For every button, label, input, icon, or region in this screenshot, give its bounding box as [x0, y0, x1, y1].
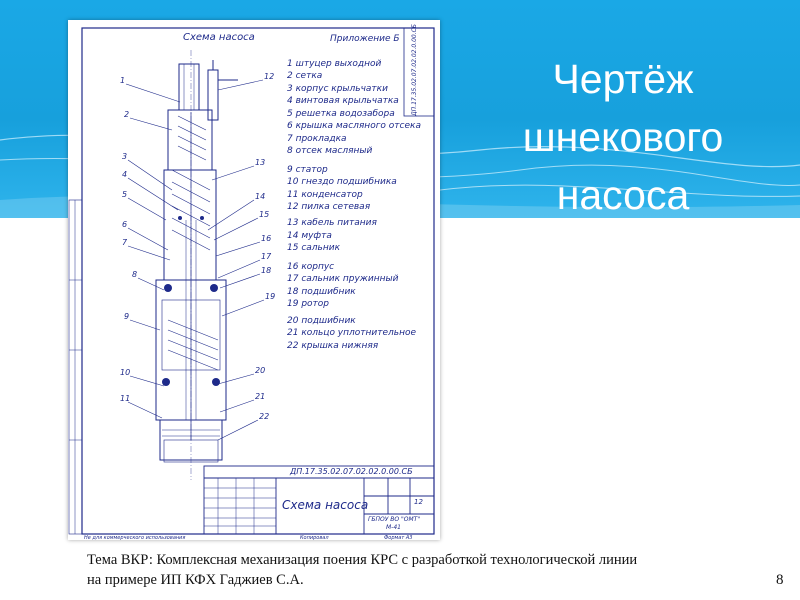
- sheet-title: Схема насоса: [183, 32, 255, 43]
- legend-item: 12 пилка сетевая: [287, 201, 371, 212]
- legend-item: 9 статор: [287, 164, 328, 175]
- callout-right: 12: [264, 72, 275, 81]
- title-line-2: шнекового: [522, 114, 724, 160]
- stamp-copied: Копировал: [300, 535, 329, 541]
- drawing-sheet: [68, 20, 440, 540]
- legend-item: 4 винтовая крыльчатка: [287, 96, 399, 107]
- callout-left: 6: [122, 220, 128, 229]
- callout-left: 7: [122, 238, 128, 247]
- legend-item: 5 решетка водозабора: [287, 108, 395, 119]
- callout-right: 17: [261, 252, 272, 261]
- legend-item: 22 крышка нижняя: [287, 340, 379, 351]
- parts-legend: [287, 58, 437, 352]
- stamp-title: Схема насоса: [282, 498, 369, 512]
- legend-item: 13 кабель питания: [287, 218, 377, 229]
- legend-item: 21 кольцо уплотнительное: [287, 328, 417, 339]
- legend-item: 18 подшибник: [287, 286, 356, 297]
- callout-right: 22: [259, 412, 270, 421]
- callout-left: 4: [122, 170, 128, 179]
- legend-item: 17 сальник пружинный: [287, 274, 399, 285]
- legend-item: 11 конденсатор: [287, 189, 363, 200]
- callout-left: 1: [120, 76, 126, 85]
- page-number: 8: [776, 572, 784, 588]
- callout-left: 11: [120, 394, 131, 403]
- legend-item: 2 сетка: [287, 71, 323, 82]
- callout-left: 2: [124, 110, 130, 119]
- stamp-sheets: 12: [414, 498, 423, 506]
- legend-item: 20 подшибник: [287, 315, 356, 326]
- callout-right: 15: [259, 210, 270, 219]
- legend-item: 3 корпус крыльчатки: [287, 83, 388, 94]
- callout-right: 16: [261, 234, 272, 243]
- callout-left: 3: [122, 152, 128, 161]
- legend-item: 10 гнездо подшибника: [287, 177, 397, 188]
- legend-item: 6 крышка масляного отсека: [287, 121, 421, 132]
- callout-left: 5: [122, 190, 128, 199]
- callout-right: 21: [255, 392, 266, 401]
- legend-item: 7 прокладка: [287, 133, 347, 144]
- slide-title: [478, 50, 768, 224]
- callout-right: 19: [265, 292, 276, 301]
- legend-item: 15 сальник: [287, 243, 341, 254]
- legend-item: 16 корпус: [287, 261, 335, 272]
- callout-left: 9: [124, 312, 130, 321]
- legend-item: 19 ротор: [287, 299, 329, 310]
- callout-right: 13: [255, 158, 266, 167]
- legend-item: 14 муфта: [287, 230, 332, 241]
- caption-line-2: на примере ИП КФХ Гаджиев С.А.: [87, 572, 304, 588]
- stamp-org-1: ГБПОУ ВО "ОМТ": [368, 516, 421, 523]
- callout-right: 14: [255, 192, 266, 201]
- vertical-code: ДП.17.35.02.07.02.02.0.00.СБ: [411, 24, 418, 116]
- appendix-label: Приложение Б: [330, 34, 400, 44]
- stamp-code: ДП.17.35.02.07.02.02.0.00.СБ: [290, 467, 413, 476]
- callout-left: 8: [132, 270, 138, 279]
- title-line-1: Чертёж: [552, 56, 694, 102]
- slide-caption: [87, 550, 777, 590]
- callout-left: 10: [120, 368, 131, 377]
- stamp-format: Формат А3: [384, 535, 413, 541]
- legend-item: 1 штуцер выходной: [287, 59, 382, 69]
- stamp-org-2: М-41: [386, 524, 401, 531]
- legend-item: 8 отсек масляный: [287, 146, 373, 157]
- side-note: Не для коммерческого использования: [84, 535, 186, 541]
- caption-line-1: Тема ВКР: Комплексная механизация поения КРС с разработкой технологической линии: [87, 552, 638, 568]
- callout-right: 18: [261, 266, 272, 275]
- title-line-3: насоса: [556, 172, 690, 218]
- callout-right: 20: [255, 366, 266, 375]
